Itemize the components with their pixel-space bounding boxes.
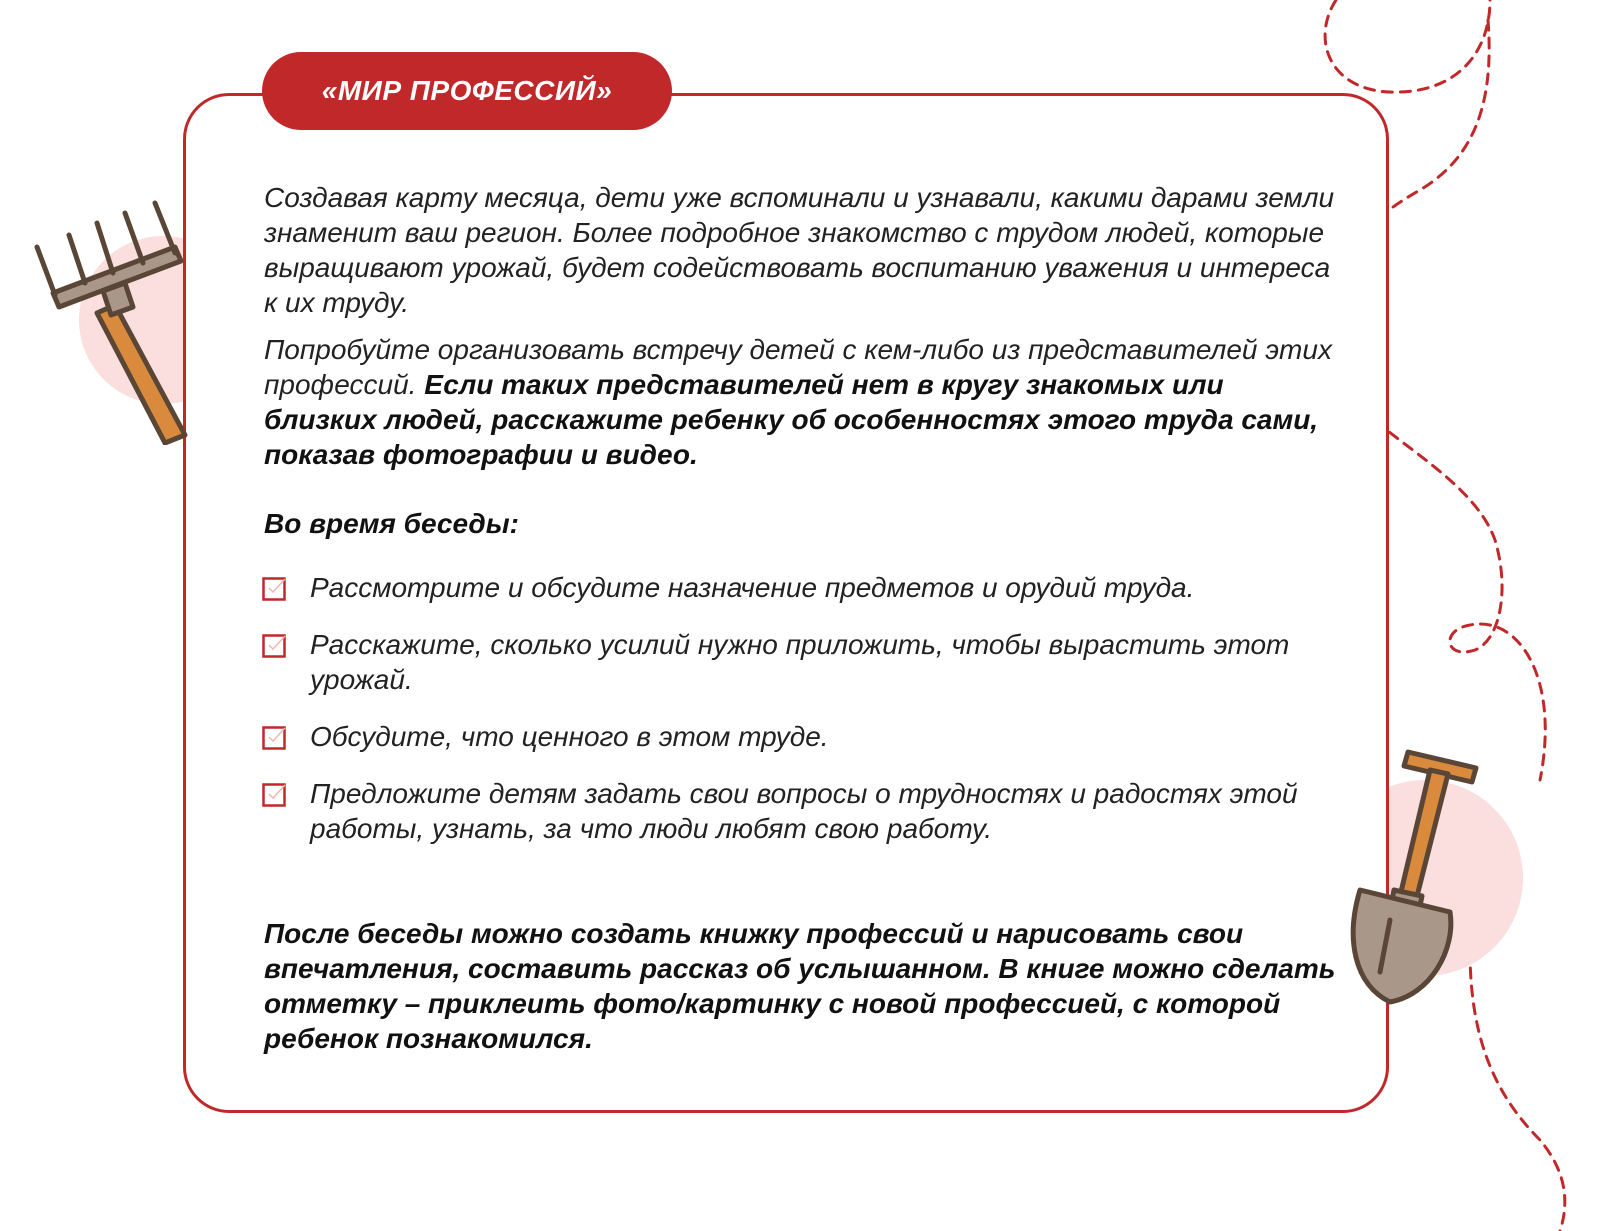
checklist-item [262,776,1342,846]
checklist-item [262,570,1342,605]
intro-paragraph-2-regular: Попробуйте организовать встречу детей с кем-либо из представителей этих профессий. [264,334,1332,400]
after-conversation-text [264,916,1344,1056]
checklist-item-text: Рассмотрите и обсудите назначение предметов и орудий труда. [310,572,1195,603]
intro-paragraph-2 [264,332,1339,472]
checklist-item-text: Обсудите, что ценного в этом труде. [310,721,829,752]
checklist-item [262,627,1342,697]
intro-text [264,180,1339,472]
checkbox-icon [262,781,288,807]
checklist-item-text: Расскажите, сколько усилий нужно приложить, чтобы вырастить этот урожай. [310,629,1290,695]
conversation-checklist [262,570,1342,868]
intro-paragraph-2-bold: Если таких представителей нет в кругу знакомых или близких людей, расскажите ребенку об особенностях этого труда сами, показав фотографии и видео. [264,369,1319,470]
checkbox-icon [262,632,288,658]
shovel-icon [1330,740,1490,1010]
section-title: «МИР ПРОФЕССИЙ» [321,75,613,106]
after-paragraph: После беседы можно создать книжку профессий и нарисовать свои впечатления, составить рассказ об услышанном. В книге можно сделать отметку – приклеить фото/картинку с новой профессией, с которой ребенок познакомился. [264,918,1336,1054]
checklist-item [262,719,1342,754]
checkbox-icon [262,575,288,601]
rake-icon [25,195,215,445]
intro-paragraph-1: Создавая карту месяца, дети уже вспоминали и узнавали, какими дарами земли знаменит ваш регион. Более подробное знакомство с трудом людей, которые выращивают урожай, будет содействовать воспитанию уважения и интереса к их труду. [264,182,1335,318]
checklist-item-text: Предложите детям задать свои вопросы о трудностях и радостях этой работы, узнать, за что люди любят свою работу. [310,778,1298,844]
checkbox-icon [262,724,288,750]
section-title-tab [262,52,672,130]
during-conversation-heading: Во время беседы: [264,508,519,539]
